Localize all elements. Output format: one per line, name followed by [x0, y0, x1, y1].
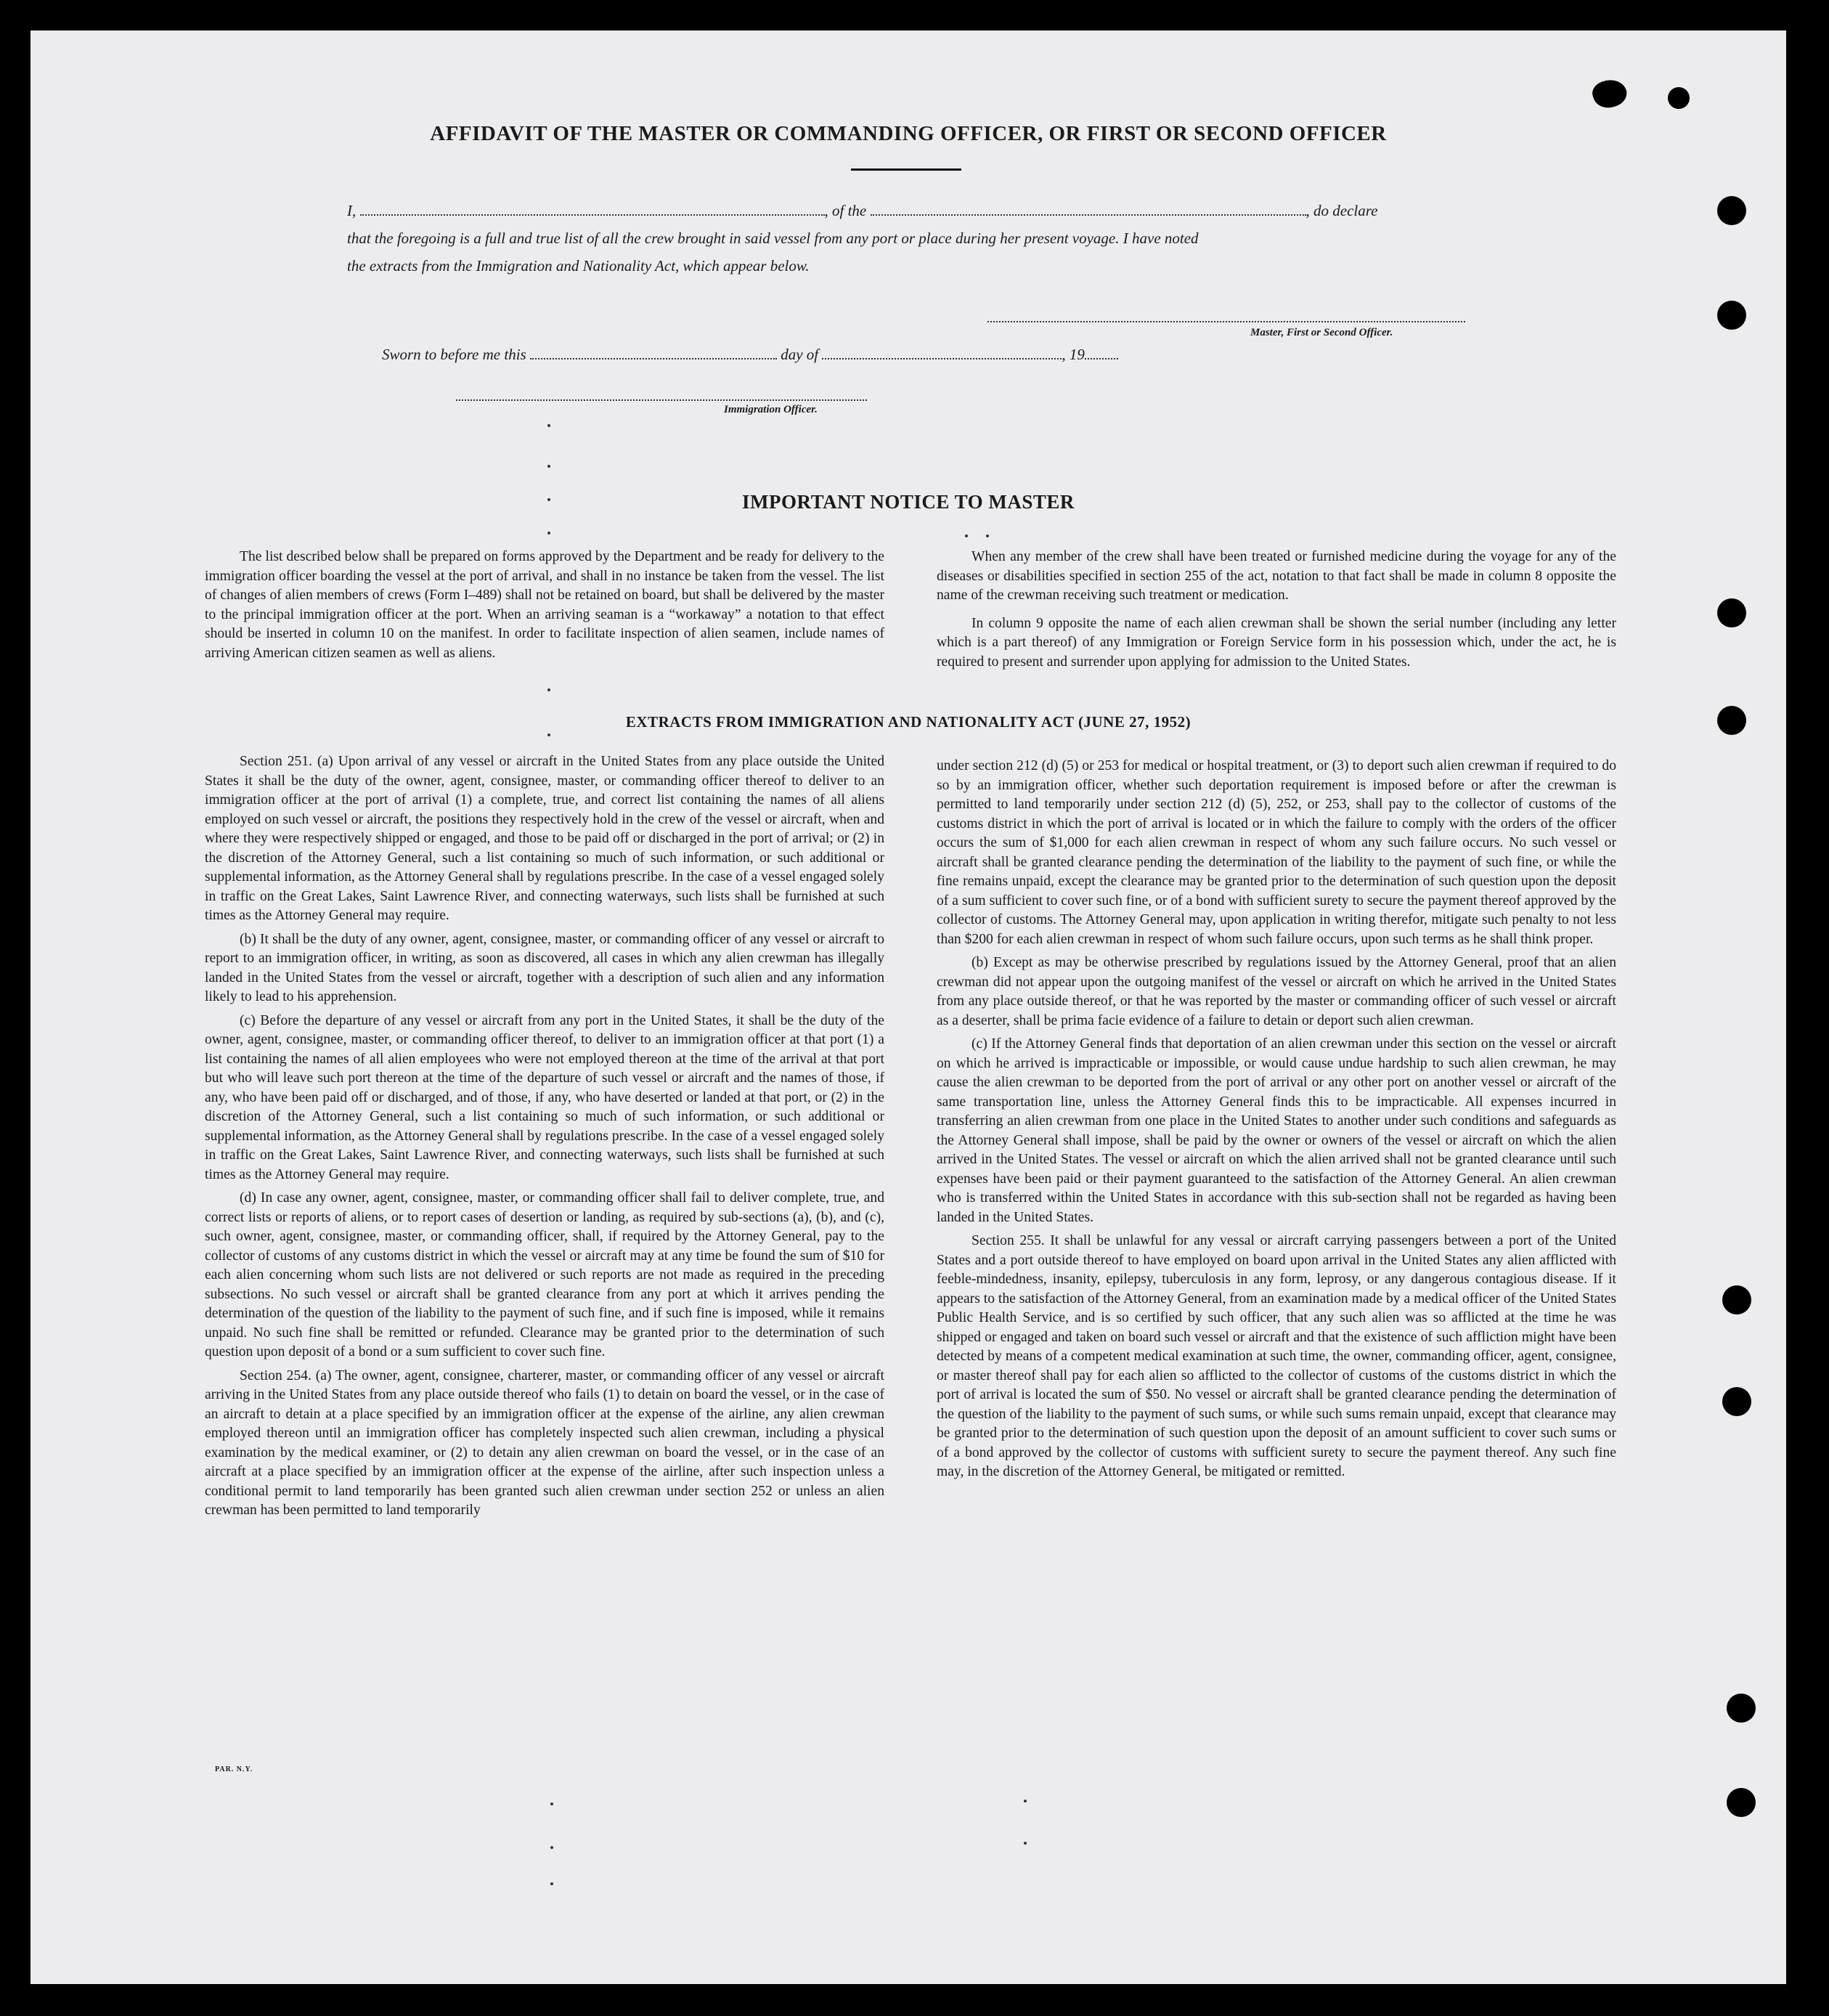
- speck: [965, 535, 968, 537]
- notice-left-paragraph: The list described below shall be prepared on forms approved by the Department and be ready for delivery to the immigration officer boarding the vessel at the port of arrival, and shall in no instance be taken from the vessel. The list of changes of alien members of crews (Form I–489) shall not be retained on board, but shall be delivered by the master to the principal immigration officer at the port. When an arriving seaman is a “workaway” a notation to that effect should be inserted in column 10 on the manifest. In order to facilitate inspection of alien seamen, include names of arriving American citizen seamen as well as aliens.: [205, 549, 884, 661]
- binder-hole: [1717, 598, 1746, 627]
- master-caption: Master, First or Second Officer.: [1250, 327, 1393, 338]
- binder-hole: [1722, 1387, 1751, 1416]
- binder-hole: [1717, 301, 1746, 330]
- speck: [1024, 1800, 1027, 1802]
- sworn-month-field[interactable]: [822, 357, 1062, 359]
- affidavit-title: AFFIDAVIT OF THE MASTER OR COMMANDING OFFICER, OR FIRST OR SECOND OFFICER: [430, 122, 1387, 145]
- notice-right-paragraph-1: When any member of the crew shall have been treated or furnished medicine during the voyage for any of the diseases or disabilities specified in section 255 of the act, notation to that fact shall be made in column 8 opposite the name of the crewman receiving such treatment or medication.: [937, 549, 1616, 603]
- speck: [547, 465, 550, 468]
- section-254-a: Section 254. (a) The owner, agent, consignee, charterer, master, or commanding officer of any vessel or aircraft arriving in the United States from any place outside thereof who fails (1) to detain on board the vessel, or in the case of an aircraft to detain at a place specified by an immigration officer at the expense of the airline, any alien crewman employed thereon until an immigration officer has completely inspected such alien crewman, including a physical examination by the medical examiner, or (2) to detain any alien crewman on board the vessel, or in the case of an aircraft at a place specified by an immigration officer at the expense of the airline, after such inspection unless a conditional permit to land temporarily has been granted such alien crewman under section 252 or unless an alien crewman has been permitted to land temporarily: [205, 1367, 884, 1518]
- title-rule: [851, 168, 961, 171]
- binder-hole: [1727, 1788, 1756, 1817]
- speck: [550, 1882, 553, 1885]
- sworn-line: [382, 346, 1118, 364]
- speck: [547, 733, 550, 736]
- section-251-b: (b) It shall be the duty of any owner, agent, consignee, master, or commanding officer of any vessel or aircraft to report to an immigration officer, in writing, as soon as discovered, all cases in which any alien crewman has illegally landed in the United States from the vessel or aircraft, together with a description of such alien and any information likely to lead to his apprehension.: [205, 931, 884, 1004]
- speck: [1024, 1842, 1027, 1845]
- declare-line: [347, 202, 1377, 220]
- ink-blot: [1589, 75, 1630, 112]
- printer-mark: PAR. N.Y.: [215, 1765, 253, 1773]
- master-signature-line[interactable]: [987, 321, 1465, 322]
- officer-signature-line[interactable]: [456, 399, 867, 401]
- section-251-a: Section 251. (a) Upon arrival of any vessel or aircraft in the United States from any place outside the United States it shall be the duty of the owner, agent, consignee, master, or commanding officer thereof to deliver to an immigration officer at the port of arrival (1) a complete, true, and correct list containing the names of all aliens employed on such vessel or aircraft, the positions they respectively hold in the crew of the vessel or aircraft, when and where they were respectively shipped or engaged, and those to be paid off or discharged in the port of arrival; or (2) in the discretion of the Attorney General, such a list containing so much of such information, or such additional or supplemental information, as the Attorney General shall by regulations prescribe. In the case of a vessel engaged solely in traffic on the Great Lakes, Saint Lawrence River, and connecting waterways, such lists shall be furnished at such times as the Attorney General may require.: [205, 754, 884, 923]
- speck: [547, 532, 550, 535]
- notice-title: IMPORTANT NOTICE TO MASTER: [742, 491, 1075, 513]
- extracts-right-column: [937, 757, 1616, 1487]
- speck: [550, 1802, 553, 1805]
- speck: [547, 424, 550, 427]
- sworn-prefix: Sworn to before me this: [382, 346, 526, 363]
- sworn-day-field[interactable]: [530, 357, 777, 359]
- section-254-c: (c) If the Attorney General finds that deportation of an alien crewman under this section on the vessel or aircraft on which he arrived is impracticable or impossible, or would cause undue hardship to such alien crewman, he may cause the alien crewman to be deported from the port of arrival or any other port on another vessel or aircraft of the same transportation line, unless the Attorney General finds this to be impracticable. All expenses incurred in transferring an alien crewman from one place in the United States to another under such conditions and safeguards as the Attorney General shall impose, shall be paid by the owner or owners of the vessel or aircraft on which the alien arrived in the United States. The vessel or aircraft on which the alien arrived shall not be granted clearance until such expenses have been paid or their payment guaranteed to the satisfaction of the Attorney General. An alien crewman who is transferred within the United States in accordance with this sub-section shall not be regarded as having been landed in the United States.: [937, 1036, 1616, 1225]
- notice-right-paragraph-2: In column 9 opposite the name of each alien crewman shall be shown the serial number (including any letter which is a part thereof) of any Immigration or Foreign Service form in his possession which, under the act, he is required to present and surrender upon applying for admission to the United States.: [937, 615, 1616, 670]
- extracts-left-column: [205, 752, 884, 1525]
- sworn-year-field[interactable]: [1085, 357, 1118, 359]
- sworn-year: , 19: [1062, 346, 1085, 363]
- section-255: Section 255. It shall be unlawful for any vessal or aircraft carrying passengers between a port of the United States and a port outside thereof to have employed on board upon arrival in the United States any alien afflicted with feeble-mindedness, insanity, epilepsy, tuberculosis in any form, leprosy, or any dangerous contagious disease. If it appears to the satisfaction of the Attorney General, from an examination made by a medical officer of the United States Public Health Service, and is so certified by such officer, that any such alien was so afflicted at the time he was shipped or engaged and taken on board such vessel or aircraft and that the existence of such affliction might have been detected by means of a competent medical examination at such time, the owner, commanding officer, agent, consignee, or master thereof shall pay for each alien so afflicted to the collector of customs of the customs district in which the port of arrival is located the sum of $50. No vessel or aircraft shall be granted clearance pending the determination of the question of the liability to the payment of such sums, or while such sums remain unpaid, except that clearance may be granted prior to the determination of such question upon the deposit of an amount sufficient to cover such sums or of a bond approved by the collector of customs with sufficient surety to secure the payment thereof. Any such fine may, in the discretion of the Attorney General, be mitigated or remitted.: [937, 1233, 1616, 1479]
- binder-hole: [1668, 87, 1690, 109]
- notice-left-column: [205, 548, 884, 667]
- section-254-a-continued: under section 212 (d) (5) or 253 for medical or hospital treatment, or (3) to deport such alien crewman if required to do so by an immigration officer, whether such deportation requirement is imposed before or after the crewman is permitted to land temporarily under section 212 (d) (5), 252, or 253, shall pay to the collector of customs of the customs district in which the port of arrival is located or in which the failure to comply with the orders of the officer occurs the sum of $1,000 for each alien crewman in respect of whom any such failure occurs. No such vessel or aircraft shall be granted clearance pending the determination of the liability to the payment of such fine, or while the fine remains unpaid, except the clearance may be granted prior to the determination of such question upon the deposit of a sum sufficient to cover such fine, or of a bond with sufficient surety to secure the payment thereof approved by the collector of customs. The Attorney General may, upon application in writing therefor, mitigate such penalty to not less than $200 for each alien crewman in respect of whom such failure occurs, upon such terms as he shall think proper.: [937, 758, 1616, 947]
- section-251-d: (d) In case any owner, agent, consignee, master, or commanding officer shall fail to deliver complete, true, and correct lists or reports of aliens, or to report cases of desertion or landing, as required by sub-sections (a), (b), and (c), such owner, agent, consignee, master, or commanding officer, shall, if required by the Attorney General, pay to the collector of customs of any customs district in which the vessel or aircraft may at any time be found the sum of $10 for each alien concerning whom such lists are not delivered or such reports are not made as required in the preceding subsections. No such vessel or aircraft shall be granted clearance from any port at which it arrives pending the determination of the question of the liability to the payment of such fine, and if such fine is imposed, while it remains unpaid. No such fine shall be remitted or refunded. Clearance may be granted prior to the determination of such question upon deposit of a bond or a sum sufficient to cover such fine.: [205, 1190, 884, 1359]
- binder-hole: [1727, 1694, 1756, 1723]
- sworn-day-of: day of: [781, 346, 819, 363]
- speck: [547, 688, 550, 691]
- declare-i: I,: [347, 202, 357, 219]
- binder-hole: [1722, 1285, 1751, 1314]
- binder-hole: [1717, 196, 1746, 225]
- officer-caption: Immigration Officer.: [724, 404, 818, 415]
- declare-line-3: the extracts from the Immigration and Nationality Act, which appear below.: [347, 257, 810, 275]
- speck: [986, 535, 989, 537]
- notice-right-column: [937, 548, 1616, 676]
- declare-line-2: that the foregoing is a full and true list of all the crew brought in said vessel from any port or place during her present voyage. I have noted: [347, 229, 1199, 247]
- declare-end: , do declare: [1305, 202, 1378, 219]
- declare-of-the: , of the: [824, 202, 867, 219]
- section-254-b: (b) Except as may be otherwise prescribed by regulations issued by the Attorney General, proof that an alien crewman did not appear upon the outgoing manifest of the vessel or aircraft on which he arrived in the United States from any place outside thereof, or that he was reported by the master or commanding officer of such vessel or aircraft as a deserter, shall be prima facie evidence of a failure to detain or deport such alien crewman.: [937, 955, 1616, 1028]
- extracts-title: EXTRACTS FROM IMMIGRATION AND NATIONALITY ACT (JUNE 27, 1952): [625, 713, 1192, 731]
- name-field[interactable]: [360, 214, 825, 216]
- speck: [550, 1846, 553, 1849]
- vessel-field[interactable]: [871, 214, 1306, 216]
- section-251-c: (c) Before the departure of any vessel or aircraft from any port in the United States, it shall be the duty of the owner, agent, consignee, master, or commanding officer thereof, to deliver to an immigration officer at that port (1) a list containing the names of all alien employees who were not employed thereon at the time of the arrival at that port but who will leave such port thereon at the time of the departure of such vessel or aircraft and the names of those, if any, who have been paid off or discharged, and of those, if any, who have deserted or landed at that port, or (2) in the discretion of the Attorney General, such a list containing so much of such information, or such additional or supplemental information, as the Attorney General shall by regulations prescribe. In the case of a vessel engaged solely in traffic on the Great Lakes, Saint Lawrence River, and connecting waterways, such lists shall be furnished at such times as the Attorney General may require.: [205, 1012, 884, 1182]
- document-page: [30, 31, 1786, 1984]
